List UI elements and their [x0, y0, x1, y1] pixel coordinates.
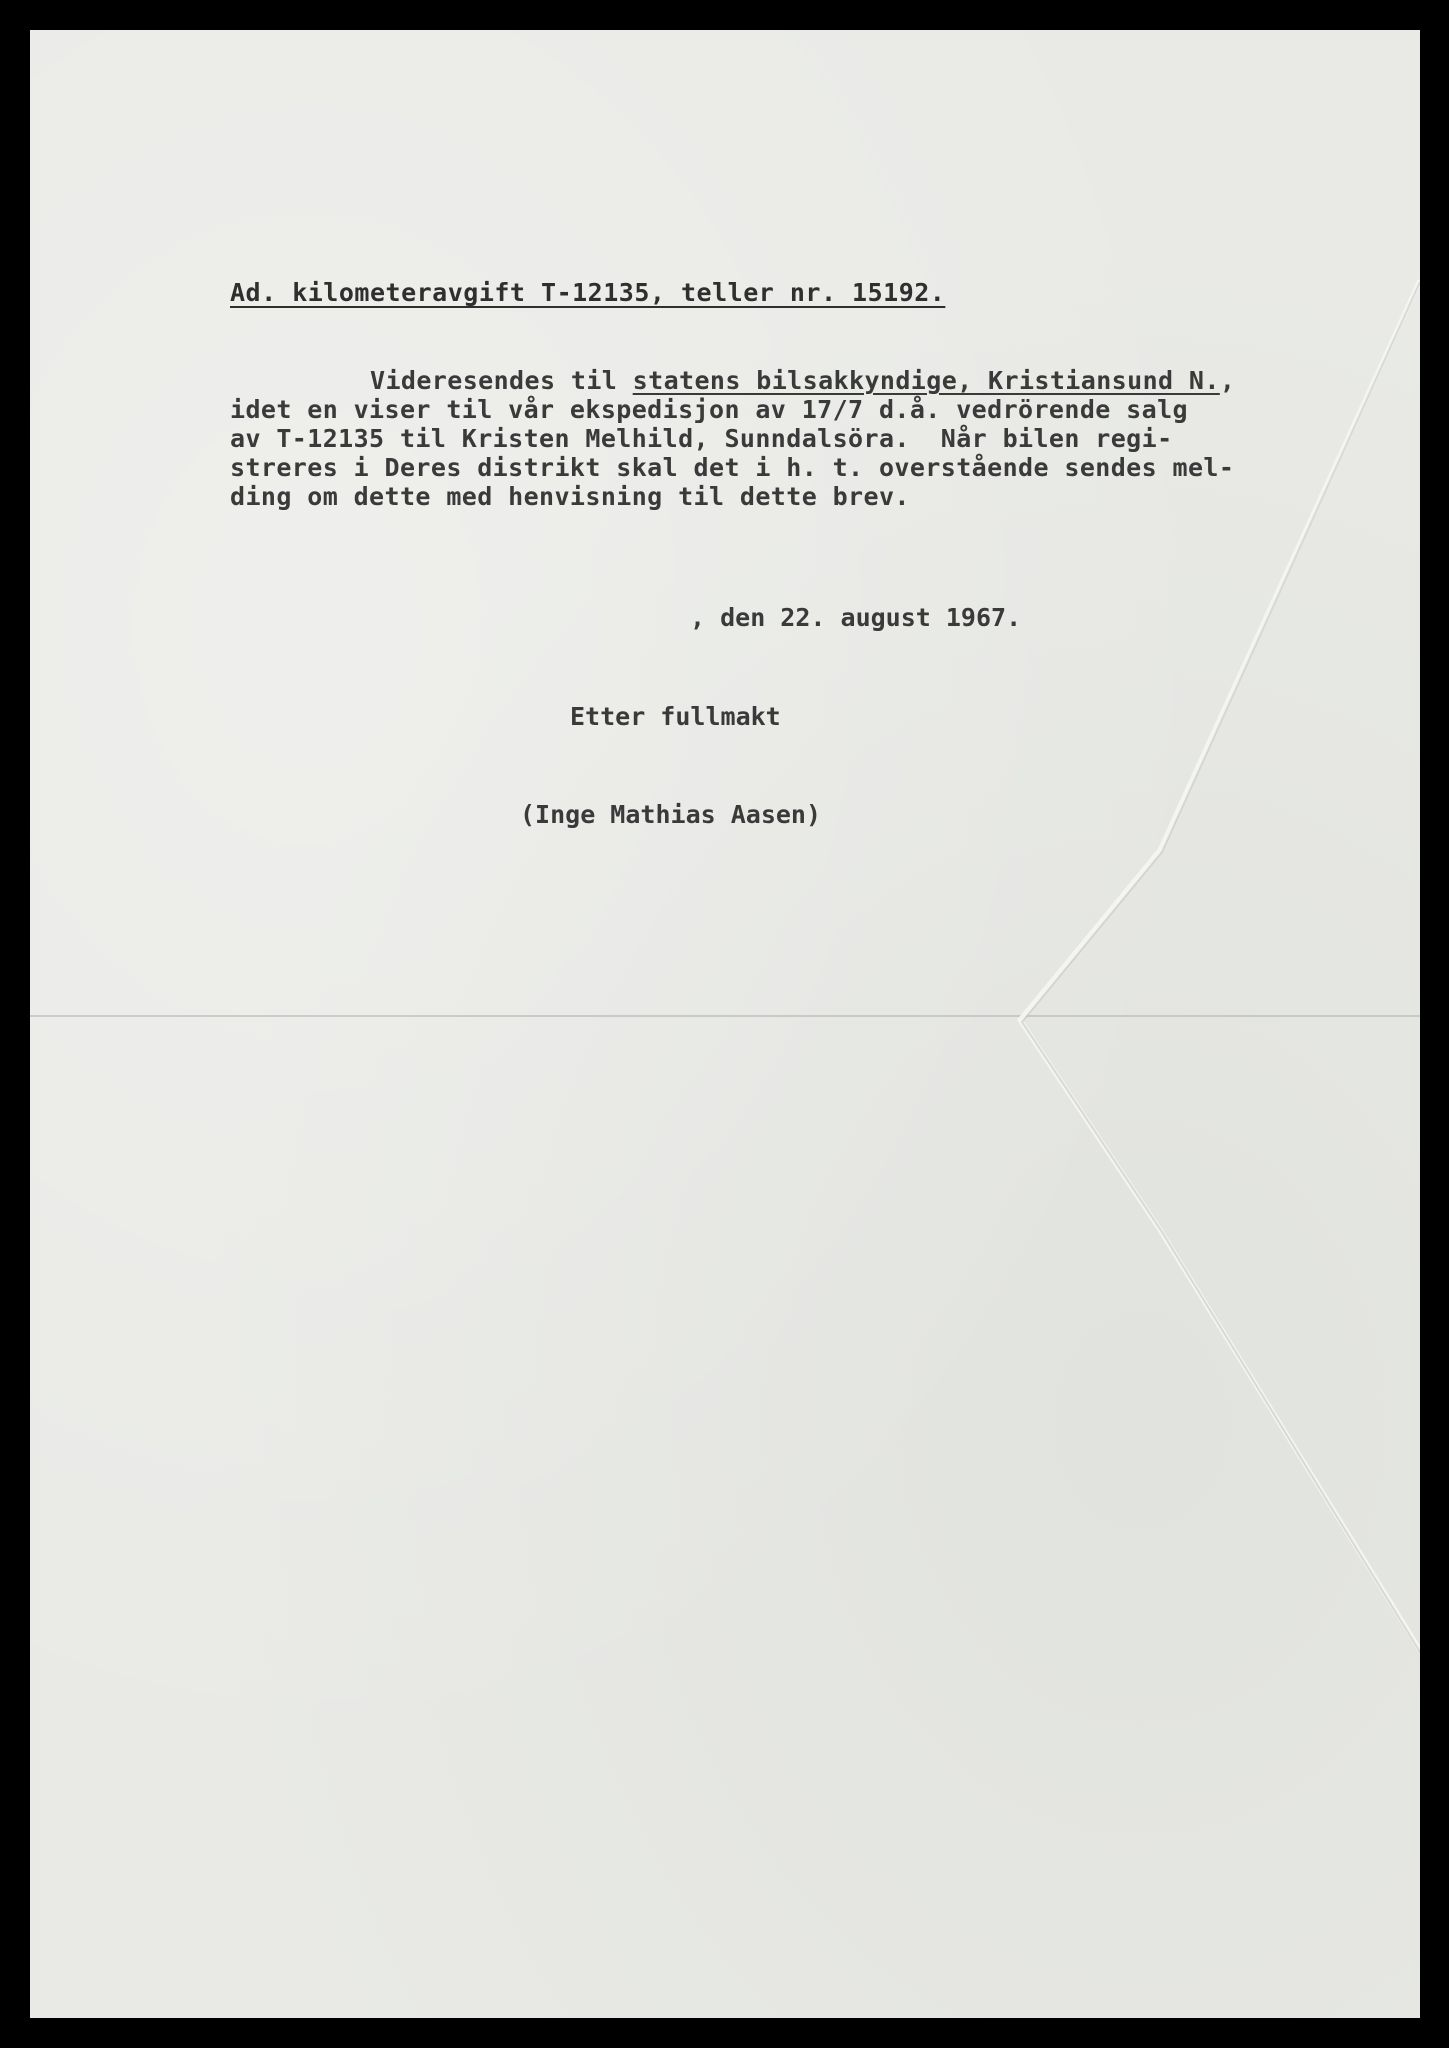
paper-sheet: [30, 30, 1420, 2018]
authority-line: Etter fullmakt: [570, 702, 781, 731]
paragraph-line-1-prefix: Videresendes til: [370, 366, 633, 395]
date-line: , den 22. august 1967.: [690, 603, 1022, 632]
paragraph-line-3: av T-12135 til Kristen Melhild, Sunndalsöra. Når bilen regi-: [230, 424, 1173, 453]
letter-text: [30, 30, 1420, 2018]
paragraph-line-1-suffix: ,: [1219, 366, 1236, 395]
paragraph-line-2: idet en viser til vår ekspedisjon av 17/7 d.å. vedrörende salg: [230, 395, 1188, 424]
paragraph-line-5: ding om dette med henvisning til dette brev.: [230, 482, 910, 511]
letter-heading: Ad. kilometeravgift T-12135, teller nr. 15192.: [230, 278, 946, 307]
paragraph-line-4: streres i Deres distrikt skal det i h. t. overstående sendes mel-: [230, 453, 1235, 482]
signature-name: (Inge Mathias Aasen): [520, 800, 822, 829]
recipient-underlined: statens bilsakkyndige, Kristiansund N.: [632, 366, 1220, 395]
paragraph-line-1: [370, 366, 1235, 395]
